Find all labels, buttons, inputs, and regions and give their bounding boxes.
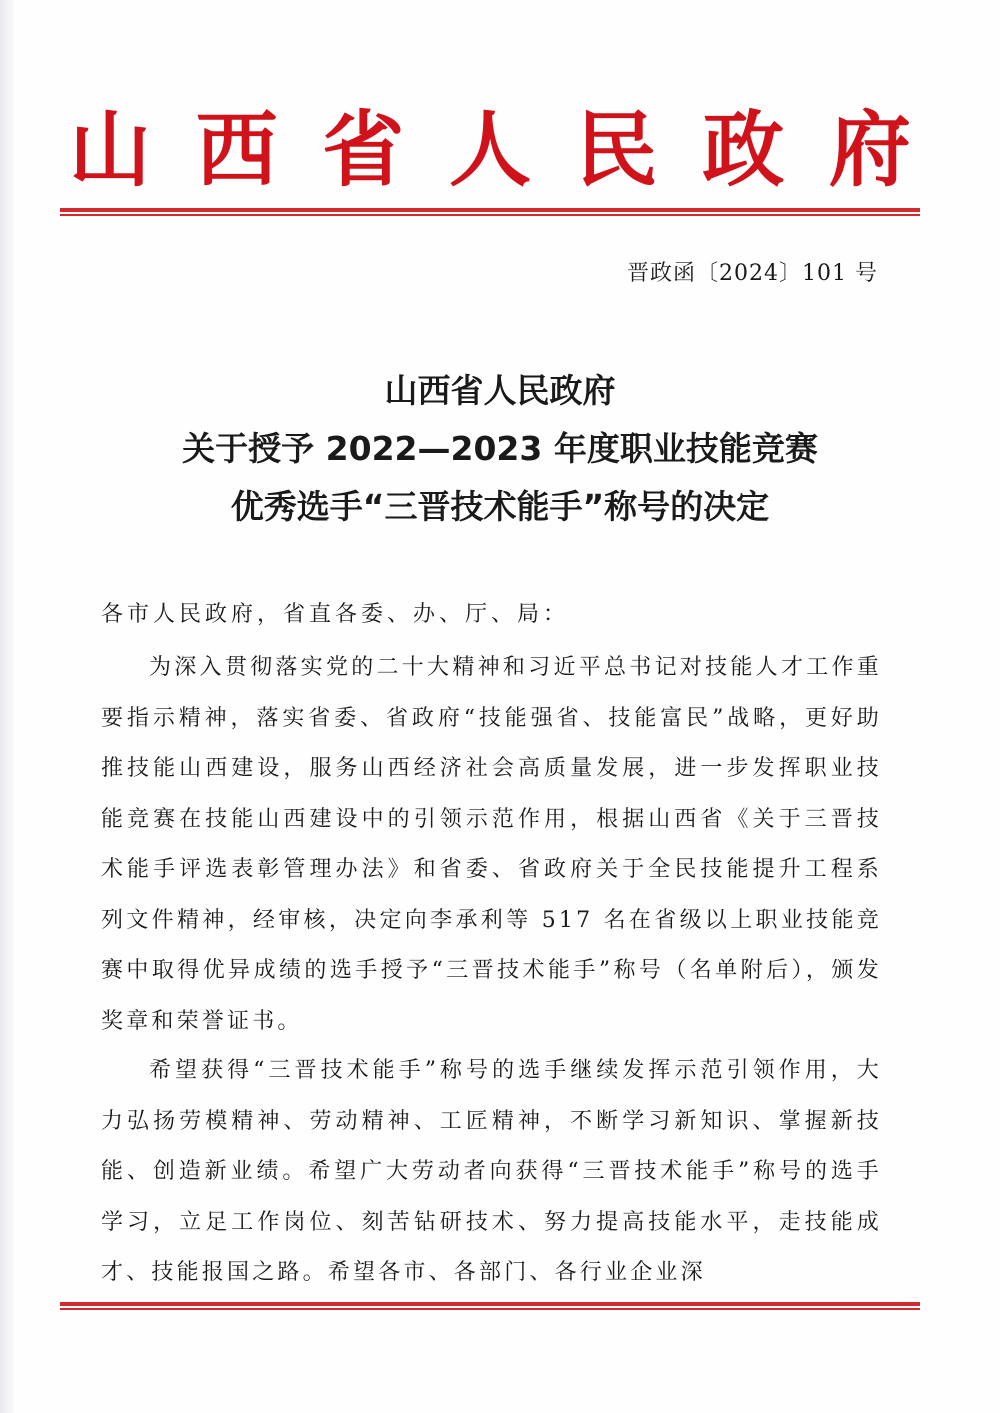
title-line-2: 关于授予 2022—2023 年度职业技能竞赛 [182, 429, 818, 468]
footer-red-rule [60, 1302, 920, 1310]
footer-rule-thick [60, 1302, 920, 1306]
header-red-rule [60, 208, 920, 216]
document-number: 晋政函〔2024〕101 号 [627, 261, 878, 286]
masthead-char: 政 [702, 102, 785, 198]
footer-rule-thin [60, 1308, 920, 1310]
masthead-char: 省 [322, 102, 405, 198]
title-line-3: 优秀选手“三晋技术能手”称号的决定 [230, 487, 770, 526]
title-line-1: 山西省人民政府 [384, 371, 616, 410]
masthead-char: 民 [575, 102, 658, 198]
salutation: 各市人民政府，省直各委、办、厅、局： [101, 602, 570, 627]
scan-edge-shadow [0, 0, 14, 1413]
header-rule-thick [60, 208, 920, 212]
masthead-char: 人 [448, 102, 531, 198]
body-paragraph-2: 希望获得“三晋技术能手”称号的选手继续发挥示范引领作用，大力弘扬劳模精神、劳动精神、工匠精神，不断学习新知识、掌握新技能、创造新业绩。希望广大劳动者向获得“三晋技术能手”称号的选手学习，立足工作岗位、刻苦钻研技术、努力提高技能水平，走技能成才、技能报国之路。希望各市、各部门、各行业企业深 [101, 1058, 882, 1285]
masthead-char: 府 [828, 102, 911, 198]
issuer-masthead [60, 100, 920, 200]
header-rule-thin [60, 214, 920, 216]
masthead-char: 山 [68, 102, 151, 198]
body-paragraph-1: 为深入贯彻落实党的二十大精神和习近平总书记对技能人才工作重要指示精神，落实省委、省政府“技能强省、技能富民”战略，更好助推技能山西建设，服务山西经济社会高质量发展，进一步发挥职业技能竞赛在技能山西建设中的引领示范作用，根据山西省《关于三晋技术能手评选表彰管理办法》和省委、省政府关于全民技能提升工程系列文件精神，经审核，决定向李承利等 517 名在省级以上职业技能竞赛中取得优异成绩的选手授予“三晋技术能手”称号（名单附后），颁发奖章和荣誉证书。 [101, 655, 882, 1034]
masthead-char: 西 [195, 102, 278, 198]
document-title [80, 362, 920, 536]
